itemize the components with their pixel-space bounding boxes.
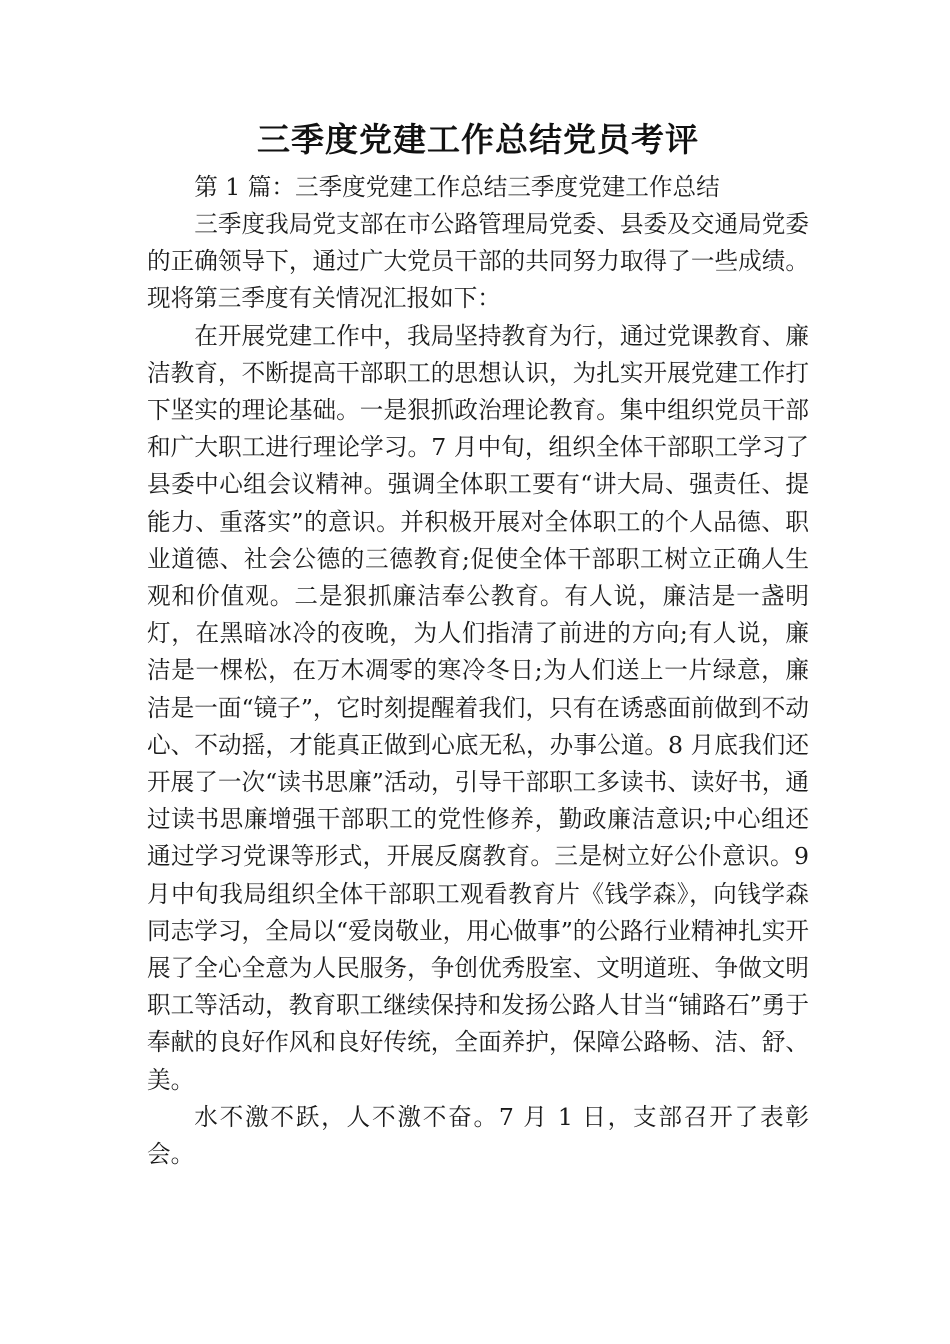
document-subtitle: 第 1 篇：三季度党建工作总结三季度党建工作总结 [194,173,720,201]
paragraph-commendation: 水不激不跃，人不激不奋。7 月 1 日，支部召开了表彰会。 [147,1102,809,1169]
document-title: 三季度党建工作总结党员考评 [257,120,699,159]
paragraph-intro: 三季度我局党支部在市公路管理局党委、县委及交通局党委的正确领导下，通过广大党员干部的共同努力取得了一些成绩。现将第三季度有关情况汇报如下： [147,210,809,313]
paragraph-education: 在开展党建工作中，我局坚持教育为行，通过党课教育、廉洁教育，不断提高干部职工的思想认识，为扎实开展党建工作打下坚实的理论基础。一是狠抓政治理论教育。集中组织党员干部和广大职工进行理论学习。7 月中旬，组织全体干部职工学习了县委中心组会议精神。强调全体职工要有“讲大局、强责任、提能力、重落实”的意识。并积极开展对全体职工的个人品德、职业道德、社会公德的三德教育;促使全体干部职工树立正确人生观和价值观。二是狠抓廉洁奉公教育。有人说，廉洁是一盏明灯，在黑暗冰冷的夜晚，为人们指清了前进的方向;有人说，廉洁是一棵松，在万木凋零的寒冷冬日;为人们送上一片绿意，廉洁是一面“镜子”，它时刻提醒着我们，只有在诱惑面前做到不动心、不动摇，才能真正做到心底无私，办事公道。8 月底我们还开展了一次“读书思廉”活动，引导干部职工多读书、读好书，通过读书思廉增强干部职工的党性修养，勤政廉洁意识;中心组还通过学习党课等形式，开展反腐教育。三是树立好公仆意识。9 月中旬我局组织全体干部职工观看教育片《钱学森》，向钱学森同志学习，全局以“爱岗敬业，用心做事”的公路行业精神扎实开展了全心全意为人民服务，争创优秀股室、文明道班、争做文明职工等活动，教育职工继续保持和发扬公路人甘当“铺路石”勇于奉献的良好作风和良好传统，全面养护，保障公路畅、洁、舒、美。 [147,321,809,1094]
document-page [147,112,809,1173]
